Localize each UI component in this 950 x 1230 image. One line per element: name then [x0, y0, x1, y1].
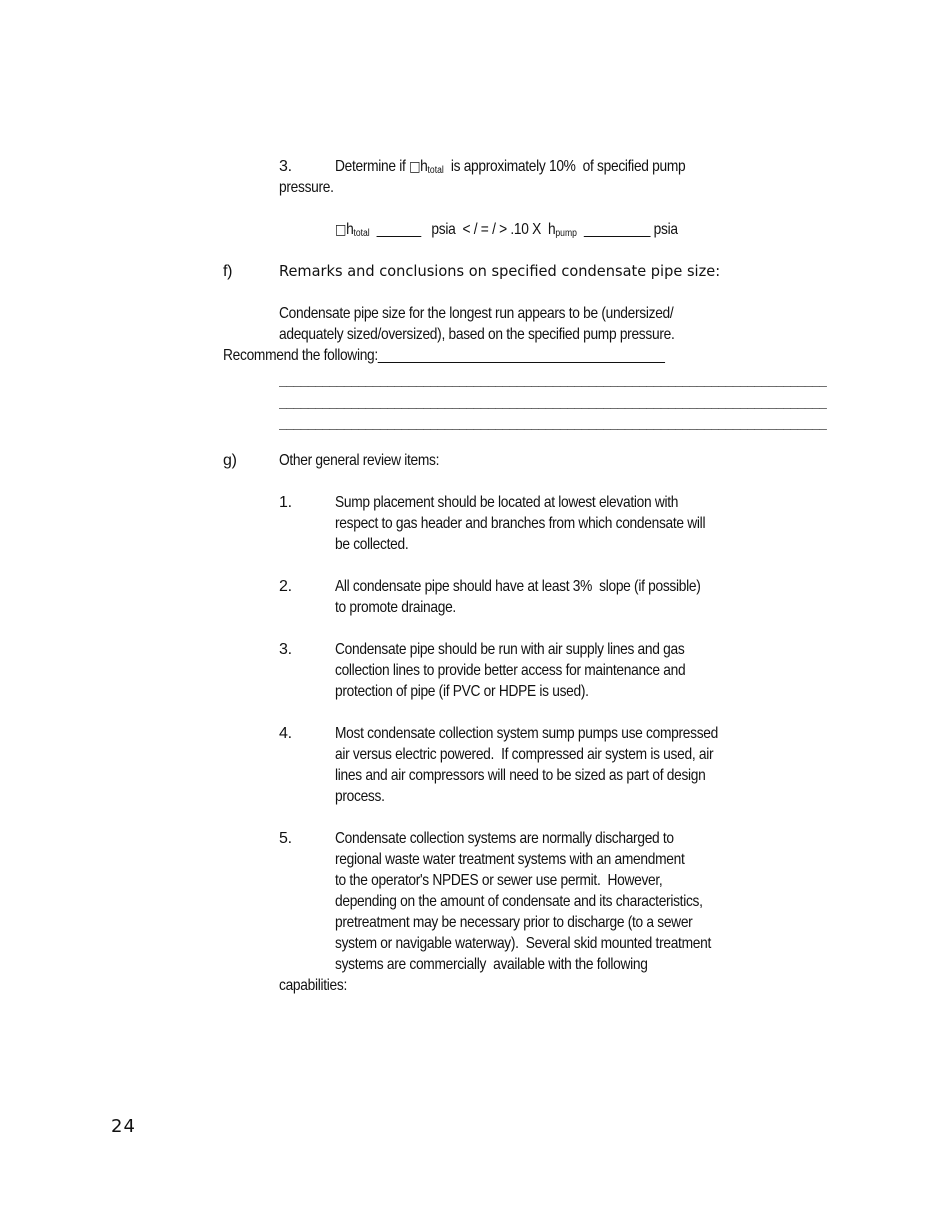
list-item-line: collection lines to provide better access for maintenance and [335, 662, 686, 679]
list-item-number: 4. [279, 725, 292, 742]
h-variable: h [420, 158, 428, 175]
list-item-number: 1. [279, 494, 292, 511]
list-item-line: pretreatment may be necessary prior to discharge (to a sewer [335, 914, 693, 931]
subscript-total: total [353, 228, 370, 239]
delta-symbol-icon: □ [335, 222, 347, 238]
formula-line [335, 219, 678, 244]
recommend-line: Recommend the following:_______________________________________ [223, 347, 665, 364]
list-item-line: to promote drainage. [335, 599, 456, 616]
list-item-line: depending on the amount of condensate and its characteristics, [335, 893, 703, 910]
section-f-heading: Remarks and conclusions on specified condensate pipe size: [279, 262, 721, 280]
blank-answer-line: ____________________________________________________________________________ [279, 417, 827, 432]
list-item-line: air versus electric powered. If compressed air system is used, air [335, 746, 714, 763]
list-item-line: Condensate collection systems are normally discharged to [335, 830, 674, 847]
list-item-line: protection of pipe (if PVC or HDPE is used). [335, 683, 589, 700]
section-label-g: g) [223, 452, 237, 469]
formula-middle: ______ psia < / = / > .10 X h [369, 221, 556, 238]
list-item-line: to the operator's NPDES or sewer use permit. However, [335, 872, 663, 889]
step-text-lead: Determine if [335, 158, 410, 175]
delta-symbol-icon: □ [409, 159, 421, 175]
list-item-line: respect to gas header and branches from which condensate will [335, 515, 706, 532]
list-item-line: Sump placement should be located at lowest elevation with [335, 494, 679, 511]
trailing-text: capabilities: [279, 977, 347, 994]
blank-answer-line: ____________________________________________________________________________ [279, 374, 827, 389]
blank-answer-line: ____________________________________________________________________________ [279, 396, 827, 411]
step-text-tail: is approximately 10% of specified pump [443, 158, 686, 175]
section-g-heading: Other general review items: [279, 452, 440, 469]
step-number: 3. [279, 158, 292, 175]
list-item-line: be collected. [335, 536, 409, 553]
list-item-number: 5. [279, 830, 292, 847]
list-item-line: process. [335, 788, 385, 805]
list-item-line: Most condensate collection system sump pumps use compressed [335, 725, 718, 742]
list-item-line: Condensate pipe should be run with air supply lines and gas [335, 641, 685, 658]
list-item-number: 3. [279, 641, 292, 658]
list-item-number: 2. [279, 578, 292, 595]
section-label-f: f) [223, 263, 233, 280]
step-text-line2: pressure. [279, 179, 334, 196]
subscript-pump: pump [555, 228, 577, 239]
formula-tail: _________ psia [576, 221, 678, 238]
section-f-line2: adequately sized/oversized), based on the specified pump pressure. [279, 326, 675, 343]
list-item-line: system or navigable waterway). Several skid mounted treatment [335, 935, 711, 952]
h-variable: h [346, 221, 354, 238]
step-text [335, 156, 685, 181]
list-item-line: regional waste water treatment systems with an amendment [335, 851, 685, 868]
page-number: 24 [111, 1116, 136, 1137]
list-item-line: lines and air compressors will need to be sized as part of design [335, 767, 706, 784]
subscript-total: total [427, 165, 444, 176]
section-f-line1: Condensate pipe size for the longest run appears to be (undersized/ [279, 305, 674, 322]
list-item-line: All condensate pipe should have at least 3% slope (if possible) [335, 578, 701, 595]
list-item-line: systems are commercially available with the following [335, 956, 648, 973]
